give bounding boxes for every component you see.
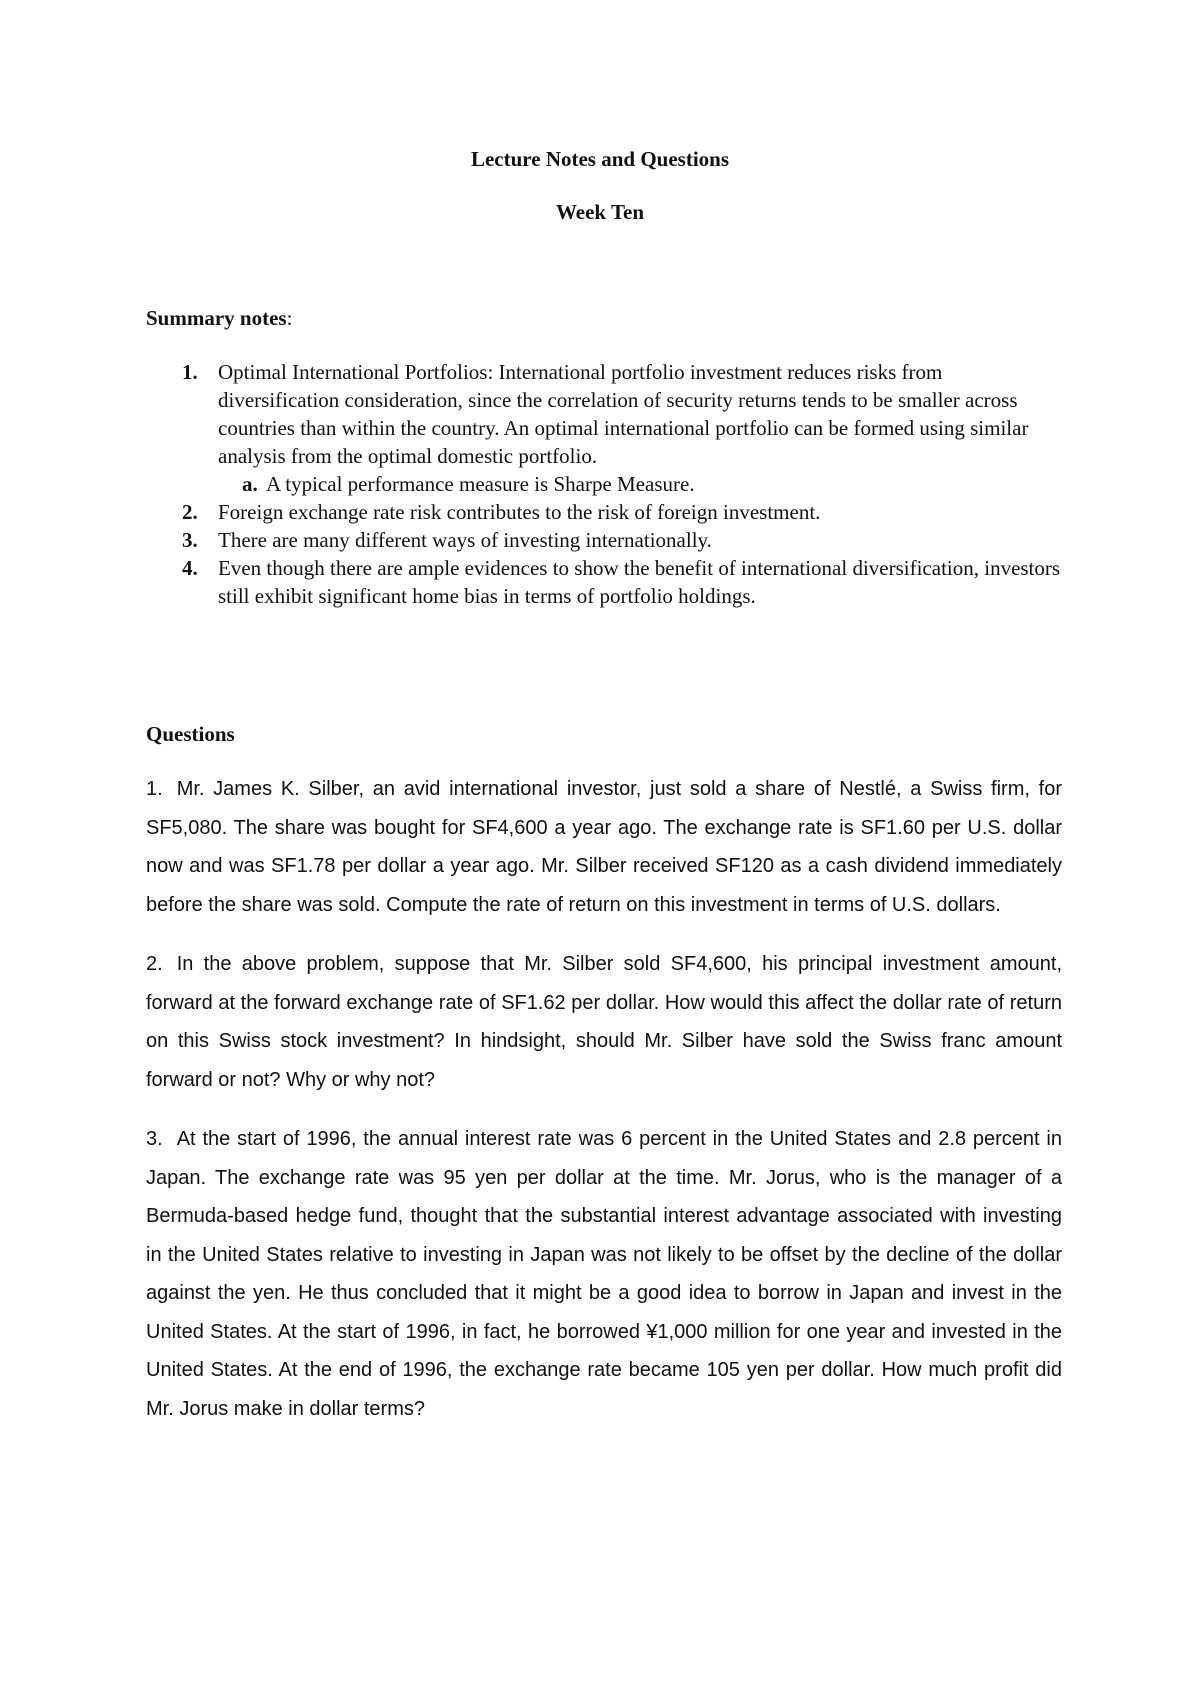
page-title: Lecture Notes and Questions <box>470 147 730 171</box>
summary-item <box>146 526 1066 554</box>
question-number: 1. <box>146 778 163 800</box>
question-text: At the start of 1996, the annual interest rate was 6 percent in the United States and 2.8 percent in Japan. The exchange rate was 95 yen per dollar at the time. Mr. Jorus, who is the manager of a Bermuda-based hedge fund, thought that the substantial interest advantage associated with investing in the United States relative to investing in Japan was not likely to be offset by the decline of the dollar against the yen. He thus concluded that it might be a good idea to borrow in Japan and invest in the United States. At the start of 1996, in fact, he borrowed ¥1,000 million for one year and invested in the United States. At the end of 1996, the exchange rate became 105 yen per dollar. How much profit did Mr. Jorus make in dollar terms? <box>146 1128 1062 1420</box>
summary-item-number: 1. <box>182 360 198 384</box>
summary-item-number: 2. <box>182 500 198 524</box>
summary-item <box>146 498 1066 526</box>
summary-item-number: 3. <box>182 528 198 552</box>
summary-subitem <box>146 470 1066 498</box>
summary-item <box>146 358 1066 470</box>
summary-heading-label: Summary notes <box>146 306 287 330</box>
questions-heading: Questions <box>146 722 235 746</box>
question-text: In the above problem, suppose that Mr. Silber sold SF4,600, his principal investment amount, forward at the forward exchange rate of SF1.62 per dollar. How would this affect the dollar rate of return on this Swiss stock investment? In hindsight, should Mr. Silber have sold the Swiss franc amount forward or not? Why or why not? <box>146 953 1062 1091</box>
questions-list <box>146 770 1062 1449</box>
summary-list <box>146 358 1066 610</box>
summary-item <box>146 554 1066 610</box>
summary-item-text: Foreign exchange rate risk contributes to the risk of foreign investment. <box>218 500 821 524</box>
question-text: Mr. James K. Silber, an avid international investor, just sold a share of Nestlé, a Swiss firm, for SF5,080. The share was bought for SF4,600 a year ago. The exchange rate is SF1.60 per U.S. dollar now and was SF1.78 per dollar a year ago. Mr. Silber received SF120 as a cash dividend immediately before the share was sold. Compute the rate of return on this investment in terms of U.S. dollars. <box>146 778 1062 916</box>
summary-heading <box>146 306 292 331</box>
page-subtitle: Week Ten <box>555 200 645 224</box>
question-number: 2. <box>146 953 163 975</box>
summary-subitem-text: A typical performance measure is Sharpe Measure. <box>266 472 695 496</box>
question-number: 3. <box>146 1128 163 1150</box>
summary-heading-colon: : <box>286 306 293 330</box>
question-item <box>146 770 1062 924</box>
summary-item-number: 4. <box>182 556 198 580</box>
question-item <box>146 1120 1062 1428</box>
question-item <box>146 945 1062 1099</box>
summary-item-text: There are many different ways of investing internationally. <box>218 528 712 552</box>
summary-item-text: Even though there are ample evidences to show the benefit of international diversification, investors still exhibit significant home bias in terms of portfolio holdings. <box>218 556 1061 608</box>
summary-subitem-letter: a. <box>242 472 258 496</box>
summary-item-text: Optimal International Portfolios: International portfolio investment reduces risks from diversification consideration, since the correlation of security returns tends to be smaller across countries than within the country. An optimal international portfolio can be formed using similar analysis from the optimal domestic portfolio. <box>218 360 1029 468</box>
